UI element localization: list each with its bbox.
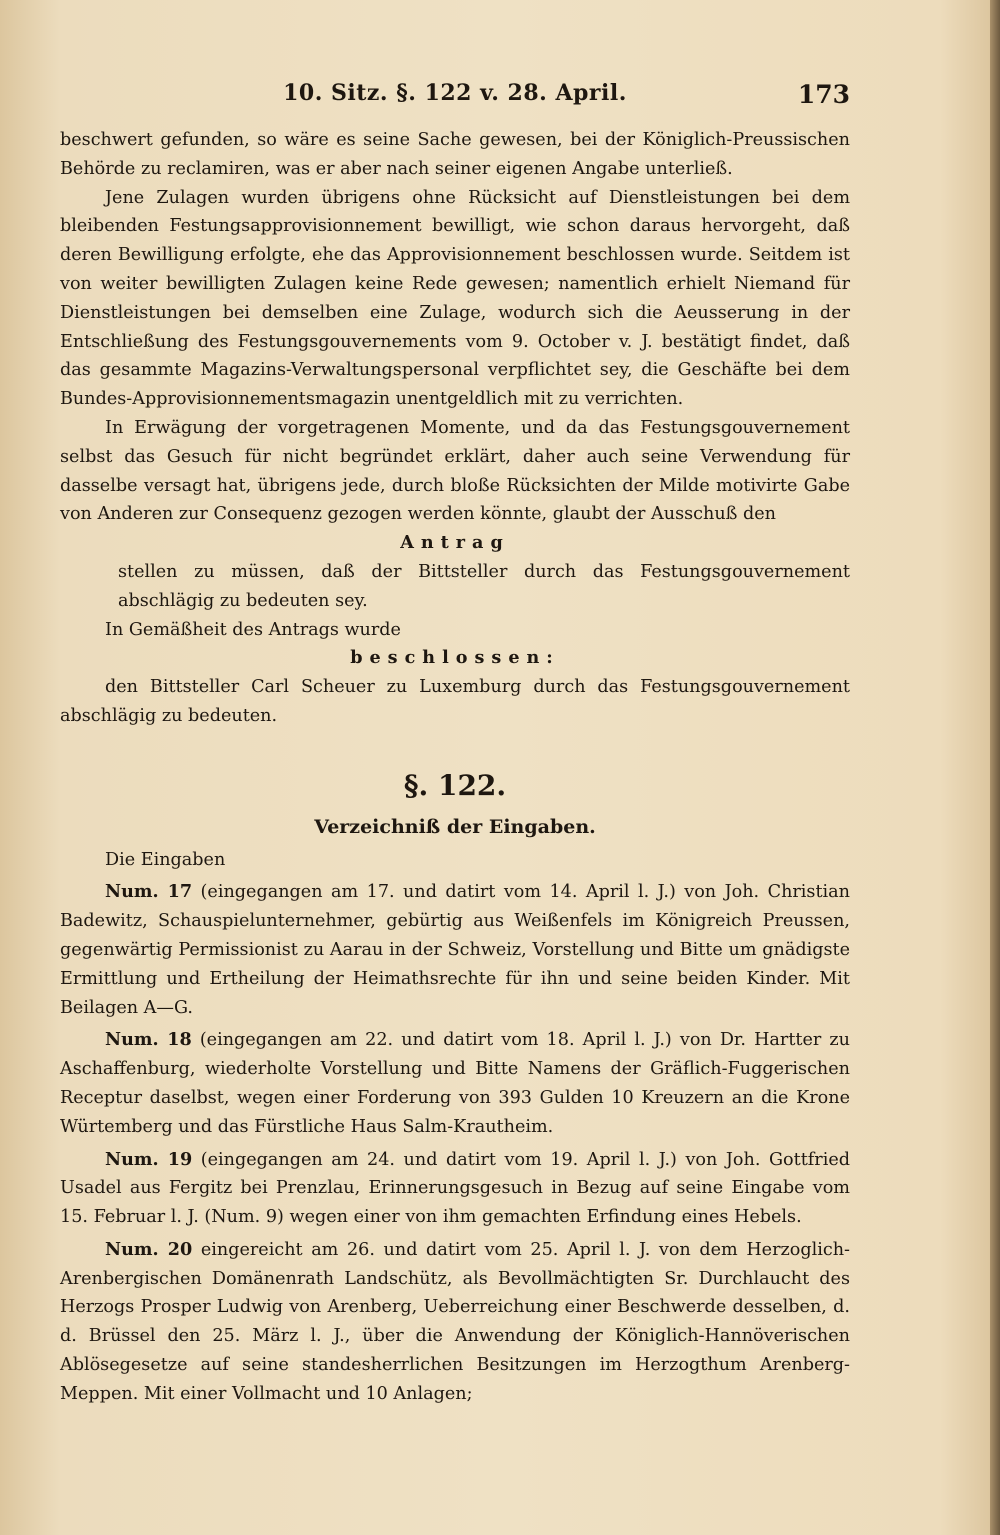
entry-text: eingereicht am 26. und datirt vom 25. April l. J. von dem Herzoglich-Arenbergischen Domänenrath Landschütz, als Bevollmächtigten Sr. Durchlaucht des Herzogs Prosper Ludwig von Arenberg, Ueberreichung einer Beschwerde desselben, d. d. Brüssel den 25. März l. J., über die Anwendung der Königlich-Hannöverischen Ablösegesetze auf seine standesherrlichen Besitzungen im Herzogthum Arenberg-Meppen. Mit einer Vollmacht und 10 Anlagen; — [60, 1239, 850, 1404]
antrag-text: stellen zu müssen, daß der Bittsteller durch das Festungsgouvernement abschlägig zu bedeuten sey. — [118, 561, 850, 611]
page-body — [60, 126, 850, 1409]
running-title: 10. Sitz. §. 122 v. 28. April. — [283, 80, 627, 106]
entry-list — [60, 878, 850, 1408]
paragraph-erwaegung: In Erwägung der vorgetragenen Momente, und da das Festungsgouvernement selbst das Gesuch für nicht begründet erklärt, daher auch seine Verwendung für dasselbe versagt hat, übrigens jede, durch bloße Rücksichten der Milde motivirte Gabe von Anderen zur Consequenz gezogen werden könnte, glaubt der Ausschuß den — [60, 417, 850, 525]
entry-number: Num. 17 — [105, 881, 193, 903]
page-header — [60, 80, 850, 120]
entry-text: (eingegangen am 24. und datirt vom 19. April l. J.) von Joh. Gottfried Usadel aus Fergitz bei Prenzlau, Erinnerungsgesuch in Bezug auf seine Eingabe vom 15. Februar l. J. (Num. 9) wegen einer von ihm gemachten Erfindung eines Hebels. — [60, 1149, 850, 1228]
entry-number: Num. 18 — [105, 1029, 192, 1051]
entry-number: Num. 20 — [105, 1238, 193, 1260]
section-subtitle: Verzeichniß der Eingaben. — [314, 815, 596, 838]
beschlossen-heading: beschlossen: — [350, 647, 560, 669]
page-number: 173 — [797, 80, 850, 109]
section-intro: Die Eingaben — [105, 849, 226, 870]
list-item — [60, 878, 850, 1022]
paragraph-zulagen: Jene Zulagen wurden übrigens ohne Rücksicht auf Dienstleistungen bei dem bleibenden Festungsapprovisionnement bewilligt, wie schon daraus hervorgeht, daß deren Bewilligung erfolgte, ehe das Approvisionnement beschlossen wurde. Seitdem ist von weiter bewilligten Zulagen keine Rede gewesen; namentlich erhielt Niemand für Dienstleistungen bei demselben eine Zulage, wodurch sich die Aeusserung in der Entschließung des Festungsgouvernements vom 9. October v. J. bestätigt findet, daß das gesammte Magazins-Verwaltungspersonal verpflichtet sey, die Geschäfte bei dem Bundes-Approvisionnementsmagazin unentgeldlich mit zu verrichten. — [60, 187, 850, 410]
paragraph-continuation: beschwert gefunden, so wäre es seine Sache gewesen, bei der Königlich-Preussischen Behörde zu reclamiren, was er aber nach seiner eigenen Angabe unterließ. — [60, 130, 850, 179]
antrag-heading: Antrag — [400, 532, 510, 554]
list-item — [60, 1146, 850, 1232]
section-title: §. 122. — [403, 768, 507, 802]
entry-text: (eingegangen am 22. und datirt vom 18. April l. J.) von Dr. Hartter zu Aschaffenburg, wiederholte Vorstellung und Bitte Namens der Gräflich-Fuggerischen Receptur daselbst, wegen einer Forderung von 393 Gulden 10 Kreuzern an die Krone Würtemberg und das Fürstliche Haus Salm-Krautheim. — [60, 1030, 850, 1137]
list-item — [60, 1026, 850, 1141]
list-item — [60, 1236, 850, 1409]
entry-text: (eingegangen am 17. und datirt vom 14. April l. J.) von Joh. Christian Badewitz, Schauspielunternehmer, gebürtig aus Weißenfels im Königreich Preussen, gegenwärtig Permissionist zu Aarau in der Schweiz, Vorstellung und Bitte um gnädigste Ermittlung und Ertheilung der Heimathsrechte für ihn und seine beiden Kinder. Mit Beilagen A—G. — [60, 882, 850, 1018]
book-spine-edge — [990, 0, 1000, 1535]
entry-number: Num. 19 — [105, 1148, 193, 1170]
paragraph-gemaessheit: In Gemäßheit des Antrags wurde — [105, 619, 401, 640]
beschlossen-text: den Bittsteller Carl Scheuer zu Luxemburg durch das Festungsgouvernement abschlägig zu bedeuten. — [60, 677, 850, 726]
